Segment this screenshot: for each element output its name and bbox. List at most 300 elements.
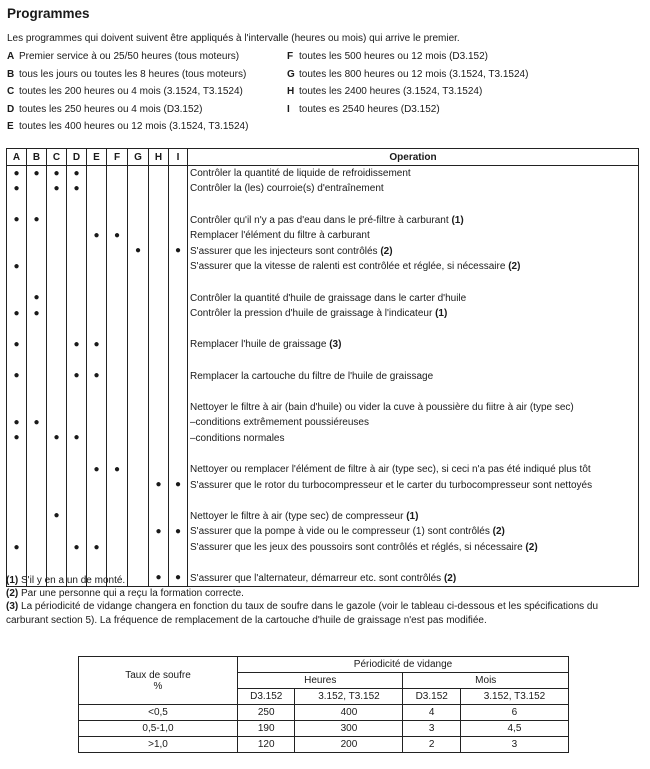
applies-dot-icon: ● [169,477,188,493]
operation-cell [188,477,639,493]
legend-key: C [7,86,15,98]
operation-text: Nettoyer le filtre à air (bain d'huile) ou vider la cuve à poussière du fiitre à air (type sec) [190,401,574,413]
empty-cell [149,275,169,291]
empty-cell [7,477,27,493]
empty-cell [7,462,27,478]
empty-cell [47,540,67,556]
legend-item [7,86,248,104]
footnotes [6,574,642,627]
empty-cell [128,477,149,493]
empty-cell [27,259,47,275]
operation-cell [188,540,639,556]
empty-cell [27,431,47,447]
empty-cell [107,197,128,213]
page-title: Programmes [7,6,90,21]
empty-cell [67,290,87,306]
empty-cell [107,243,128,259]
empty-cell [169,181,188,197]
schedule-row [7,181,639,197]
empty-cell [128,446,149,462]
empty-cell [107,275,128,291]
footnote-text: Par une personne qui a reçu la formation correcte. [21,588,244,600]
interval-value-cell: 4 [403,705,460,721]
empty-cell [67,384,87,400]
empty-cell [67,275,87,291]
empty-cell [27,493,47,509]
schedule-header-row [7,149,639,166]
interval-value-cell: 120 [238,737,295,753]
empty-cell [128,384,149,400]
empty-cell [87,243,107,259]
empty-cell [7,446,27,462]
empty-cell [107,540,128,556]
empty-cell [27,524,47,540]
empty-cell [149,353,169,369]
schedule-row [7,228,639,244]
applies-dot-icon: ● [7,431,27,447]
empty-cell [27,509,47,525]
applies-dot-icon: ● [7,540,27,556]
engine-subheader: D3.152 [238,689,295,705]
empty-cell [149,181,169,197]
empty-cell [7,353,27,369]
empty-cell [67,306,87,322]
operation-text: S'assurer que le rotor du turbocompresseur et le carter du turbocompresseur sont nettoyés [190,479,593,491]
legend-key: I [287,103,290,115]
empty-cell [27,197,47,213]
empty-cell [107,399,128,415]
legend-text: Premier service à ou 25/50 heures (tous moteurs) [19,51,240,62]
empty-cell [27,368,47,384]
empty-cell [87,275,107,291]
empty-cell [47,337,67,353]
empty-cell [149,306,169,322]
applies-dot-icon: ● [87,462,107,478]
empty-cell [87,509,107,525]
empty-cell [169,431,188,447]
empty-cell [47,524,67,540]
empty-cell [7,228,27,244]
empty-cell [169,540,188,556]
applies-dot-icon: ● [128,243,149,259]
empty-cell [169,212,188,228]
empty-cell [107,181,128,197]
empty-cell [128,540,149,556]
empty-cell [27,228,47,244]
operation-cell [188,212,639,228]
empty-cell [27,275,47,291]
applies-dot-icon: ● [67,337,87,353]
empty-cell [67,446,87,462]
empty-cell [87,431,107,447]
applies-dot-icon: ● [27,306,47,322]
empty-cell [47,477,67,493]
empty-cell [149,462,169,478]
empty-cell [67,259,87,275]
empty-cell [107,368,128,384]
empty-cell [149,228,169,244]
operation-cell [188,290,639,306]
empty-cell [149,384,169,400]
empty-cell [149,197,169,213]
empty-cell [107,493,128,509]
empty-cell [128,290,149,306]
schedule-row [7,321,639,337]
empty-cell [149,368,169,384]
operation-cell [188,353,639,369]
schedule-row [7,368,639,384]
applies-dot-icon: ● [67,166,87,182]
operation-text: Contrôler la quantité de liquide de refroidissement [190,168,411,180]
legend-item [7,51,248,69]
schedule-row [7,415,639,431]
applies-dot-icon: ● [7,368,27,384]
applies-dot-icon: ● [47,431,67,447]
empty-cell [107,509,128,525]
empty-cell [107,524,128,540]
empty-cell [87,353,107,369]
legend-text: tous les jours ou toutes les 8 heures (tous moteurs) [19,68,247,80]
interval-value-cell: 6 [460,705,568,721]
operation-cell [188,259,639,275]
empty-cell [67,524,87,540]
interval-value-cell: 300 [295,721,403,737]
empty-cell [149,321,169,337]
empty-cell [128,337,149,353]
applies-dot-icon: ● [47,509,67,525]
operation-cell [188,275,639,291]
empty-cell [149,555,169,571]
applies-dot-icon: ● [7,415,27,431]
empty-cell [128,524,149,540]
sulfur-row [79,721,569,737]
legend-text: toutes les 400 heures ou 12 mois (3.1524, T3.1524) [19,121,249,133]
schedule-row [7,509,639,525]
applies-dot-icon: ● [169,243,188,259]
footnote [6,587,642,600]
footnote-text: S'il y en a un de monté. [21,575,126,586]
empty-cell [47,212,67,228]
legend-key: F [287,51,294,62]
empty-cell [67,197,87,213]
operation-cell [188,306,639,322]
operation-text: Remplacer l'élément du filtre à carburant [190,230,370,242]
empty-cell [128,431,149,447]
empty-cell [87,399,107,415]
applies-dot-icon: ● [87,337,107,353]
legend-left-column [7,51,248,139]
empty-cell [128,353,149,369]
schedule-row [7,540,639,556]
legend-text: toutes les 2400 heures (3.1524, T3.1524) [299,86,483,98]
empty-cell [27,446,47,462]
operation-cell [188,462,639,478]
empty-cell [67,212,87,228]
empty-cell [87,446,107,462]
empty-cell [169,399,188,415]
applies-dot-icon: ● [27,415,47,431]
empty-cell [107,384,128,400]
empty-cell [128,166,149,182]
legend-text: toutes les 200 heures ou 4 mois (3.1524, T3.1524) [19,86,243,98]
legend-item [7,121,248,139]
empty-cell [169,337,188,353]
empty-cell [149,337,169,353]
legend-item [287,86,528,104]
interval-value-cell: 190 [238,721,295,737]
interval-value-cell: 250 [238,705,295,721]
empty-cell [47,493,67,509]
empty-cell [107,555,128,571]
legend-text: toutes les 800 heures ou 12 mois (3.1524, T3.1524) [299,68,529,80]
engine-subheader: D3.152 [403,689,460,705]
schedule-row [7,555,639,571]
applies-dot-icon: ● [67,181,87,197]
empty-cell [87,321,107,337]
empty-cell [27,462,47,478]
operation-cell [188,197,639,213]
operation-text: –conditions normales [190,432,285,444]
sulfur-rate-cell: 0,5-1,0 [79,721,238,737]
empty-cell [47,555,67,571]
schedule-row [7,462,639,478]
empty-cell [67,228,87,244]
operation-cell [188,509,639,525]
footnote-ref: (2) [380,245,393,257]
empty-cell [67,477,87,493]
empty-cell [149,166,169,182]
legend-key: E [7,121,14,133]
applies-dot-icon: ● [27,212,47,228]
interval-column-header: F [107,149,128,166]
engine-subheader: 3.152, T3.152 [460,689,568,705]
schedule-row [7,493,639,509]
empty-cell [128,509,149,525]
empty-cell [47,228,67,244]
interval-column-header: E [87,149,107,166]
empty-cell [27,353,47,369]
empty-cell [87,166,107,182]
legend-text: toutes es 2540 heures (D3.152) [299,103,440,115]
interval-column-header: A [7,149,27,166]
empty-cell [149,509,169,525]
legend-item [287,51,528,69]
operation-text: Contrôler la pression d'huile de graissage à l'indicateur [190,308,433,320]
operation-cell [188,431,639,447]
empty-cell [128,181,149,197]
empty-cell [67,243,87,259]
footnote-number: (1) [6,575,19,586]
empty-cell [87,384,107,400]
applies-dot-icon: ● [67,368,87,384]
empty-cell [149,415,169,431]
schedule-row [7,431,639,447]
empty-cell [27,181,47,197]
empty-cell [47,290,67,306]
empty-cell [47,462,67,478]
applies-dot-icon: ● [107,462,128,478]
empty-cell [7,197,27,213]
schedule-row [7,166,639,182]
interval-column-header: C [47,149,67,166]
empty-cell [67,415,87,431]
empty-cell [128,368,149,384]
operation-cell [188,243,639,259]
empty-cell [128,228,149,244]
hours-header: Heures [238,673,403,689]
empty-cell [149,259,169,275]
legend-key: H [287,86,295,98]
empty-cell [47,446,67,462]
empty-cell [149,493,169,509]
empty-cell [149,446,169,462]
operation-column-header: Operation [188,149,639,166]
applies-dot-icon: ● [87,540,107,556]
sulfur-rate-unit: % [153,680,163,692]
empty-cell [128,462,149,478]
empty-cell [27,399,47,415]
maintenance-schedule-table [6,148,639,587]
empty-cell [87,290,107,306]
applies-dot-icon: ● [7,181,27,197]
empty-cell [47,415,67,431]
empty-cell [107,290,128,306]
operation-cell [188,321,639,337]
schedule-row [7,524,639,540]
empty-cell [27,555,47,571]
operation-cell [188,368,639,384]
schedule-row [7,197,639,213]
empty-cell [87,181,107,197]
empty-cell [169,228,188,244]
operation-text: Contrôler la (les) courroie(s) d'entraînement [190,183,384,195]
interval-column-header: D [67,149,87,166]
engine-subheader: 3.152, T3.152 [295,689,403,705]
empty-cell [128,415,149,431]
empty-cell [27,337,47,353]
empty-cell [169,415,188,431]
legend-key: A [7,51,15,62]
operation-cell [188,399,639,415]
empty-cell [128,275,149,291]
schedule-row [7,399,639,415]
empty-cell [87,555,107,571]
footnote [6,574,642,587]
schedule-row [7,306,639,322]
interval-column-header: I [169,149,188,166]
operation-text: Contrôler la quantité d'huile de graissage dans le carter d'huile [190,292,467,304]
legend-key: B [7,68,15,80]
empty-cell [149,431,169,447]
legend-text: toutes les 250 heures ou 4 mois (D3.152) [19,103,203,115]
empty-cell [7,243,27,259]
empty-cell [169,493,188,509]
operation-cell [188,555,639,571]
empty-cell [107,306,128,322]
operation-text: –conditions extrêmement poussiéreuses [190,417,369,429]
sulfur-rate-cell: <0,5 [79,705,238,721]
legend-item [7,69,248,87]
empty-cell [107,212,128,228]
empty-cell [169,275,188,291]
empty-cell [169,166,188,182]
empty-cell [128,306,149,322]
operation-text: S'assurer que les jeux des poussoirs sont contrôlés et réglés, si nécessaire [190,542,523,554]
applies-dot-icon: ● [149,477,169,493]
legend-key: D [7,103,15,115]
empty-cell [7,555,27,571]
operation-cell [188,228,639,244]
interval-column-header: H [149,149,169,166]
footnote-number: (3) [6,601,19,613]
empty-cell [149,399,169,415]
applies-dot-icon: ● [47,166,67,182]
schedule-row [7,353,639,369]
footnote-ref: (2) [508,261,521,273]
footnote-ref: (1) [435,308,448,320]
empty-cell [67,321,87,337]
legend-item [287,69,528,87]
sulfur-rate-cell: >1,0 [79,737,238,753]
empty-cell [107,353,128,369]
sulfur-row [79,737,569,753]
empty-cell [128,399,149,415]
empty-cell [107,446,128,462]
empty-cell [87,306,107,322]
footnote-text: La périodicité de vidange changera en fonction du taux de soufre dans le gazole (voir le tableau ci-dessous et les spécifications du carburant section 5). La fréquence de remplacement de la cartouche d'huile de graissage n'est pas modifiée. [6,601,599,626]
interval-value-cell: 4,5 [460,721,568,737]
schedule-row [7,337,639,353]
empty-cell [107,259,128,275]
operation-cell [188,384,639,400]
applies-dot-icon: ● [7,212,27,228]
footnote [6,600,642,626]
empty-cell [47,399,67,415]
empty-cell [7,321,27,337]
empty-cell [169,462,188,478]
empty-cell [67,509,87,525]
drain-interval-header: Périodicité de vidange [238,657,569,673]
operation-text: S'assurer que la vitesse de ralenti est contrôlée et réglée, si nécessaire [190,261,506,273]
operation-text: Remplacer la cartouche du filtre de l'huile de graissage [190,370,434,382]
empty-cell [27,243,47,259]
applies-dot-icon: ● [7,337,27,353]
empty-cell [27,384,47,400]
empty-cell [149,290,169,306]
empty-cell [47,197,67,213]
empty-cell [169,384,188,400]
empty-cell [169,321,188,337]
empty-cell [169,197,188,213]
footnote-ref: (1) [406,510,419,522]
empty-cell [7,524,27,540]
empty-cell [128,259,149,275]
empty-cell [7,275,27,291]
operation-text: S'assurer que les injecteurs sont contrôlés [190,245,378,257]
operation-cell [188,493,639,509]
interval-value-cell: 200 [295,737,403,753]
empty-cell [169,446,188,462]
empty-cell [128,555,149,571]
applies-dot-icon: ● [47,181,67,197]
footnote-ref: (2) [492,526,505,538]
empty-cell [128,493,149,509]
empty-cell [169,306,188,322]
interval-value-cell: 3 [460,737,568,753]
footnote-ref: (2) [525,542,538,554]
empty-cell [27,540,47,556]
footnote-number: (2) [6,588,19,600]
